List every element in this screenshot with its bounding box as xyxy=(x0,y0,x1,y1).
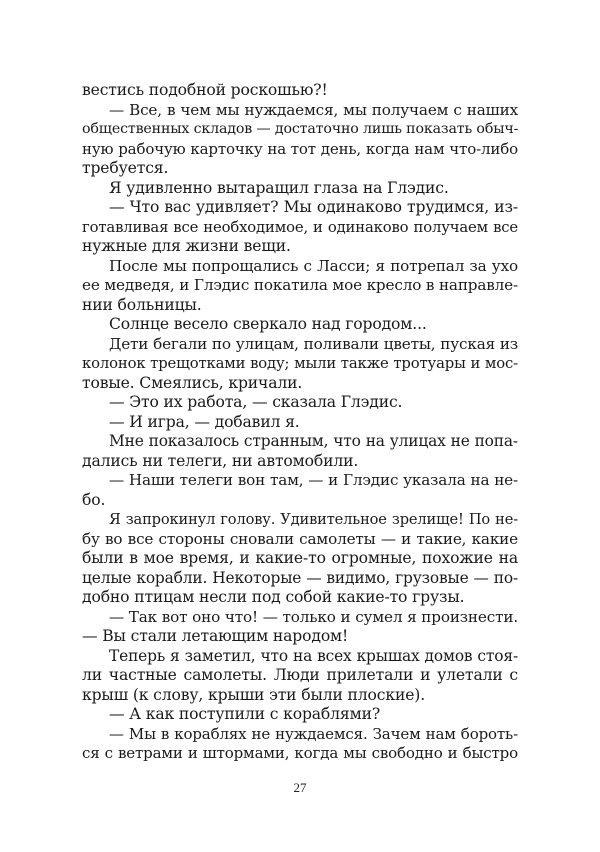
body-text xyxy=(82,81,518,764)
text-line: крыш (к слову, крыши эти были плоские). xyxy=(82,685,426,704)
text-line: Теперь я заметил, что на всех крышах домов стоя- xyxy=(109,646,518,665)
text-line: дались ни телеги, ни автомобили. xyxy=(82,451,359,470)
text-line: нии больницы. xyxy=(82,295,202,314)
text-line: ее медведя, и Глэдис покатила мое кресло в направле- xyxy=(82,276,518,294)
text-line: — И игра, — добавил я. xyxy=(109,412,300,431)
text-line: Мне показалось странным, что на улицах не попа- xyxy=(109,432,518,450)
text-line: — Что вас удивляет? Мы одинаково трудимся, из- xyxy=(109,198,518,216)
text-line: — Мы в кораблях не нуждаемся. Зачем нам бороть- xyxy=(109,724,518,743)
text-line: — Так вот оно что! — только и сумел я произнести. xyxy=(109,607,518,626)
text-line: — А как поступили с кораблями? xyxy=(109,705,381,723)
text-line: Я удивленно вытаращил глаза на Глэдис. xyxy=(109,178,449,197)
text-line: Дети бегали по улицам, поливали цветы, пуская из xyxy=(109,334,518,353)
text-line: колонок трещотками воду; мыли также тротуары и мос- xyxy=(82,355,518,372)
page-number: 27 xyxy=(293,780,307,795)
text-line: — Наши телеги вон там, — и Глэдис указала на не- xyxy=(109,471,518,489)
text-line: товые. Смеялись, кричали. xyxy=(82,373,303,392)
text-line: Я запрокинул голову. Удивительное зрелище! По не- xyxy=(109,511,518,528)
text-line: были в мое время, и какие-то огромные, похожие на xyxy=(82,549,518,567)
text-line: бо. xyxy=(82,490,106,509)
text-line: требуется. xyxy=(82,159,169,177)
text-line: Солнце весело сверкало над городом... xyxy=(109,315,427,333)
text-line: вестись подобной роскошью?! xyxy=(82,81,328,99)
text-line: После мы попрощались с Ласси; я потрепал за ухо xyxy=(109,256,518,275)
text-line: — Все, в чем мы нуждаемся, мы получаем с наших xyxy=(109,100,518,119)
text-line: нужные для жизни вещи. xyxy=(82,237,291,255)
text-line: ся с ветрами и штормами, когда мы свободно и быстро xyxy=(82,744,518,762)
text-line: — Вы стали летающим народом! xyxy=(82,627,349,645)
text-line: ную рабочую карточку на тот день, когда нам что-либо xyxy=(82,139,518,158)
text-line: ли частные самолеты. Люди прилетали и улетали с xyxy=(82,666,518,684)
text-line: — Это их работа, — сказала Глэдис. xyxy=(109,393,403,411)
text-line: общественных складов — достаточно лишь показать обыч- xyxy=(82,121,519,137)
text-line: добно птицам несли под собой какие-то грузы. xyxy=(82,588,465,606)
text-line: бу во все стороны сновали самолеты — и такие, какие xyxy=(82,529,518,548)
text-line: готавливая все необходимое, и одинаково получаем все xyxy=(82,218,518,236)
text-line: целые корабли. Некоторые — видимо, грузовые — по- xyxy=(82,568,518,587)
